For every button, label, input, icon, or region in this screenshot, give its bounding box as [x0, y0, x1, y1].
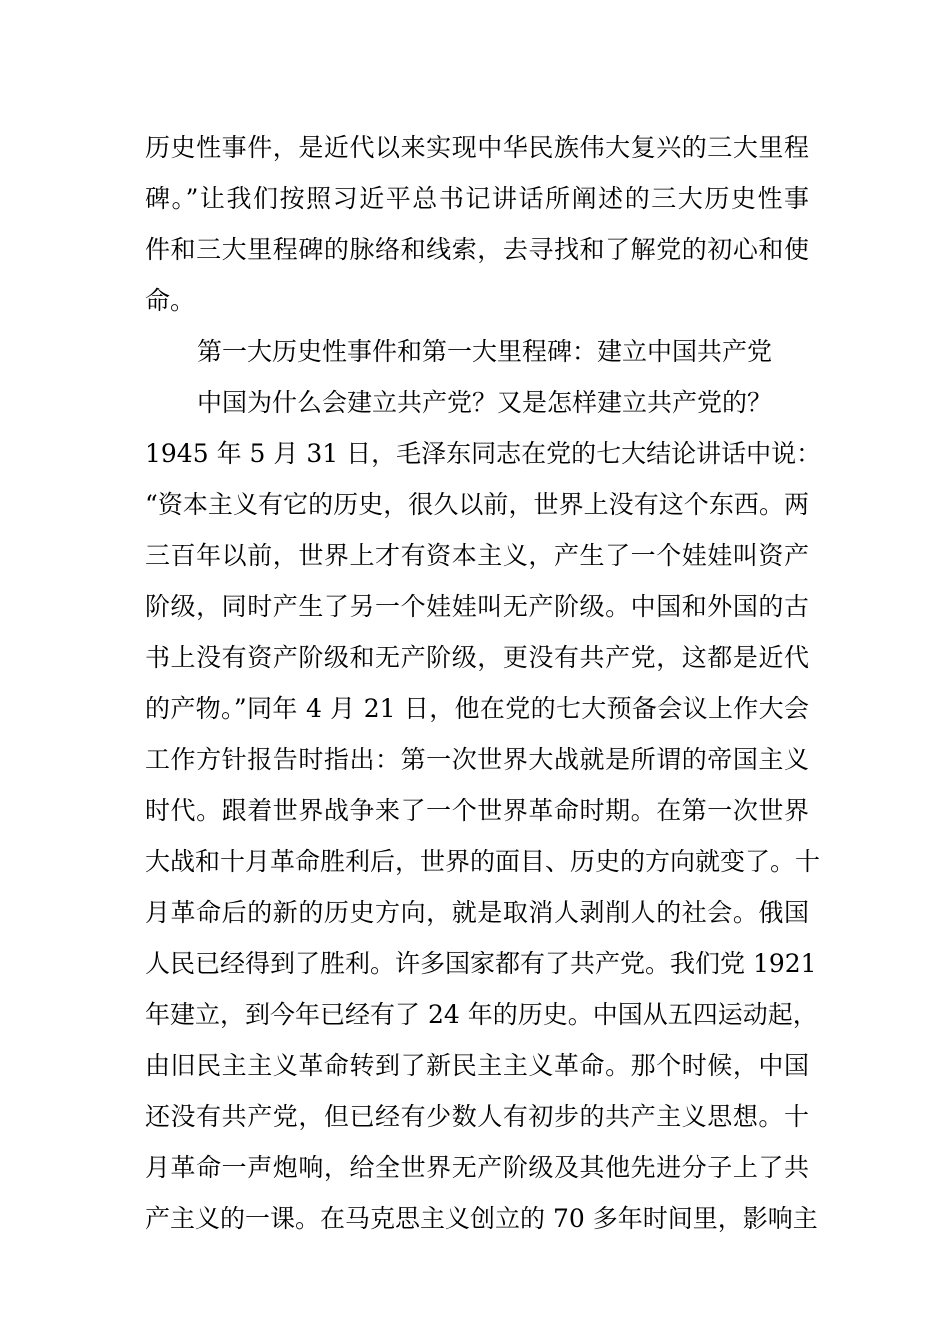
- text-line: 三百年以前，世界上才有资本主义，产生了一个娃娃叫资产: [145, 541, 809, 570]
- text-line: 月革命后的新的历史方向，就是取消人剥削人的社会。俄国: [145, 898, 809, 927]
- text-line: 人民已经得到了胜利。许多国家都有了共产党。我们党 1921: [145, 949, 817, 978]
- text-line: 命。: [145, 286, 196, 315]
- text-line: “资本主义有它的历史，很久以前，世界上没有这个东西。两: [145, 490, 809, 519]
- text-line: 工作方针报告时指出：第一次世界大战就是所谓的帝国主义: [145, 745, 809, 774]
- text-line: 碑。”让我们按照习近平总书记讲话所阐述的三大历史性事: [145, 184, 809, 213]
- text-line: 件和三大里程碑的脉络和线索，去寻找和了解党的初心和使: [145, 235, 809, 264]
- text-line: 中国为什么会建立共产党？又是怎样建立共产党的？: [197, 388, 773, 417]
- text-line: 书上没有资产阶级和无产阶级，更没有共产党，这都是近代: [145, 643, 809, 672]
- text-line: 大战和十月革命胜利后，世界的面目、历史的方向就变了。十: [145, 847, 821, 876]
- text-line: 历史性事件，是近代以来实现中华民族伟大复兴的三大里程: [145, 133, 809, 162]
- text-line: 由旧民主主义革命转到了新民主主义革命。那个时候，中国: [145, 1051, 809, 1080]
- text-line: 的产物。”同年 4 月 21 日，他在党的七大预备会议上作大会: [145, 694, 809, 723]
- text-line: 月革命一声炮响，给全世界无产阶级及其他先进分子上了共: [145, 1153, 809, 1182]
- text-line: 年建立，到今年已经有了 24 年的历史。中国从五四运动起，: [145, 1000, 818, 1029]
- text-line: 产主义的一课。在马克思主义创立的 70 多年时间里，影响主: [145, 1204, 818, 1233]
- section-heading: 第一大历史性事件和第一大里程碑：建立中国共产党: [197, 337, 773, 366]
- text-line: 1945 年 5 月 31 日，毛泽东同志在党的七大结论讲话中说：: [145, 439, 822, 468]
- text-line: 时代。跟着世界战争来了一个世界革命时期。在第一次世界: [145, 796, 809, 825]
- text-line: 阶级，同时产生了另一个娃娃叫无产阶级。中国和外国的古: [145, 592, 809, 621]
- text-line: 还没有共产党，但已经有少数人有初步的共产主义思想。十: [145, 1102, 809, 1131]
